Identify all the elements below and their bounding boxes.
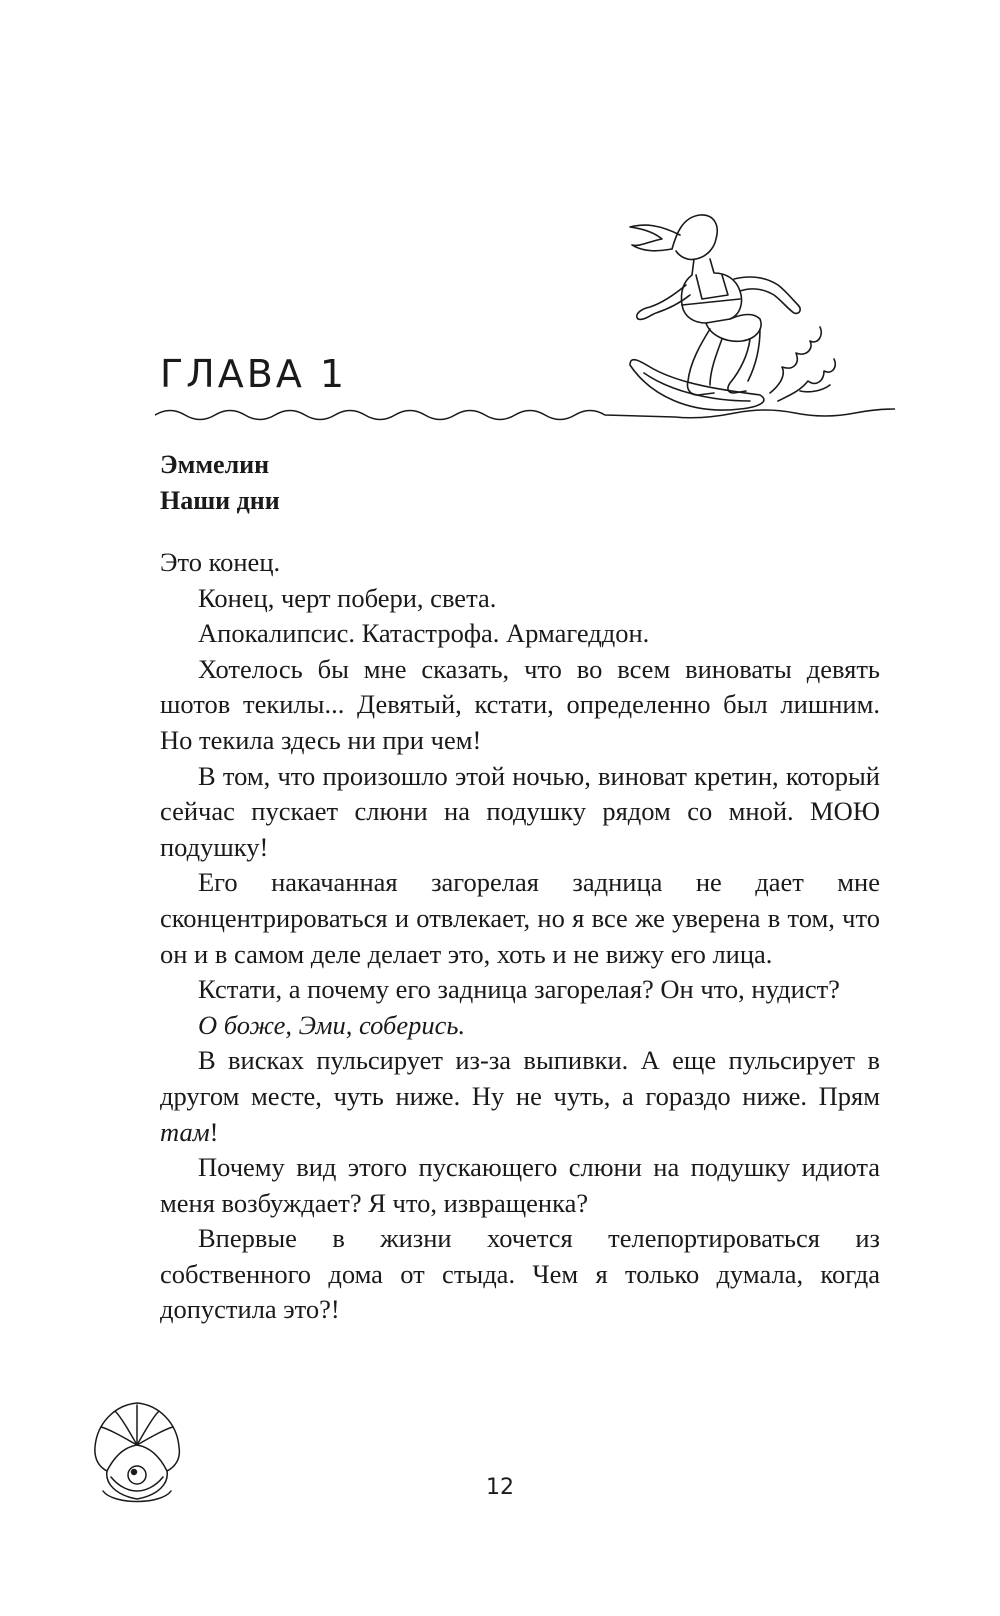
paragraph: Конец, черт побери, света. (198, 582, 497, 613)
chapter-headings (160, 447, 280, 519)
chapter-title: ГЛАВА 1 (160, 352, 348, 396)
body-text (160, 545, 880, 1328)
paragraph: Кстати, а почему его задница загорелая? Он что, нудист? (198, 974, 840, 1005)
wave-divider (155, 395, 895, 435)
paragraph: Это конец. (160, 547, 281, 577)
paragraph: Апокалипсис. Катастрофа. Армагеддон. (198, 618, 650, 649)
paragraph: Почему вид этого пускающего слюни на подушку идиота меня возбуждает? Я что, извращенка? (160, 1152, 880, 1218)
paragraph (160, 1043, 880, 1150)
paragraph-italic (160, 1008, 880, 1044)
paragraph: Хотелось бы мне сказать, что во всем виноваты девять шотов текилы... Девятый, кстати, определенно был лишним. Но текила здесь ни при чем! (160, 653, 880, 755)
narrator-heading: Эммелин (160, 450, 270, 479)
italic-word: там (160, 1116, 210, 1147)
paragraph: В том, что произошло этой ночью, виноват кретин, который сейчас пускает слюни на подушку рядом со мной. МОЮ подушку! (160, 760, 880, 862)
paragraph: Впервые в жизни хочется телепортироваться из собственного дома от стыда. Чем я только думала, когда допустила это?! (160, 1223, 880, 1325)
time-heading: Наши дни (160, 486, 280, 515)
text-segment: В висках пульсирует из-за выпивки. А еще пульсирует в другом месте, чуть ниже. Ну не чуть, а гораздо ниже. Прям (160, 1045, 880, 1111)
paragraph: Его накачанная загорелая задница не дает мне сконцентрироваться и отвлекает, но я все же уверена в том, что он и в самом деле делает это, хоть и не вижу его лица. (160, 867, 880, 969)
page-number: 12 (486, 1475, 514, 1500)
italic-text: О боже, Эми, соберись. (198, 1009, 466, 1040)
text-segment: ! (209, 1116, 219, 1147)
